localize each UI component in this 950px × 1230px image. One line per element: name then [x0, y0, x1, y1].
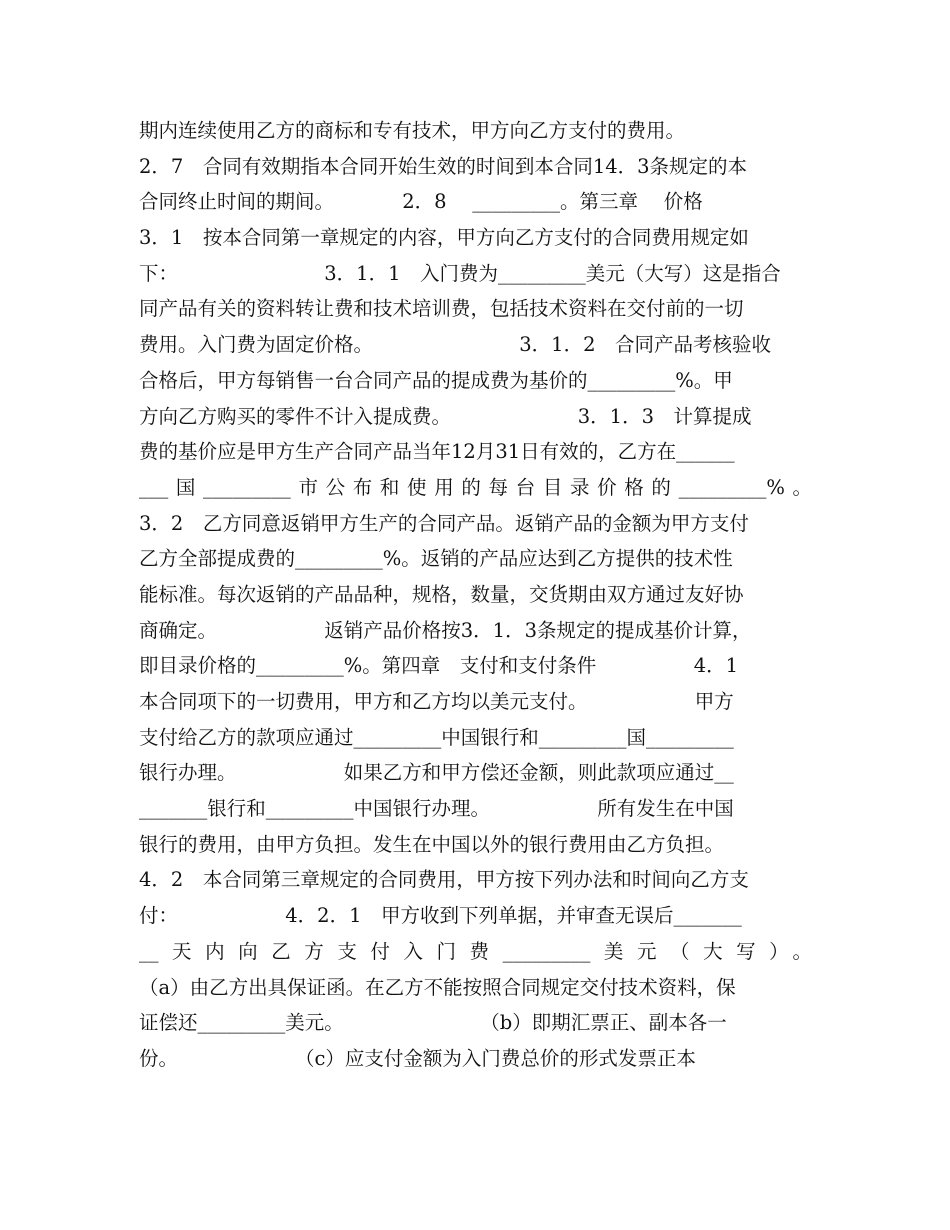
text-line: 合同终止时间的期间。 2．8 _________。第三章 价格: [139, 190, 703, 214]
text-line: 费用。入门费为固定价格。 3．1．2 合同产品考核验收: [139, 333, 771, 357]
text-line: __天内向乙方支付入门费_________美元（大写）。: [139, 939, 812, 963]
text-line: 下： 3．1．1 入门费为_________美元（大写）这是指合: [139, 261, 781, 285]
text-line: （a）由乙方出具保证函。在乙方不能按照合同规定交付技术资料，保: [139, 975, 736, 999]
text-line: 份。 （c）应支付金额为入门费总价的形式发票正本: [139, 1046, 696, 1070]
text-line: 商确定。 返销产品价格按3．1．3条规定的提成基价计算，: [139, 618, 752, 642]
contract-text: [139, 113, 812, 1077]
text-line: _______银行和_________中国银行办理。 所有发生在中国: [139, 797, 734, 821]
text-line: 本合同项下的一切费用，甲方和乙方均以美元支付。 甲方: [139, 690, 734, 713]
text-line: 费的基价应是甲方生产合同产品当年12月31日有效的，乙方在______: [139, 440, 735, 464]
text-line: 即目录价格的_________%。第四章 支付和支付条件 4．1: [139, 654, 739, 678]
text-line: 方向乙方购买的零件不计入提成费。 3．1．3 计算提成: [139, 404, 752, 428]
text-line: 3．1 按本合同第一章规定的内容，甲方向乙方支付的合同费用规定如: [139, 226, 749, 250]
text-line: 银行办理。 如果乙方和甲方偿还金额，则此款项应通过__: [139, 761, 734, 785]
text-line: 同产品有关的资料转让费和技术培训费，包括技术资料在交付前的一切: [139, 297, 744, 321]
text-line: 支付给乙方的款项应通过_________中国银行和_________国_________: [139, 725, 734, 749]
text-line: 付： 4．2．1 甲方收到下列单据，并审查无误后_______: [139, 904, 742, 928]
text-line: 3．2 乙方同意返销甲方生产的合同产品。返销产品的金额为甲方支付: [139, 511, 749, 535]
text-line: 4．2 本合同第三章规定的合同费用，甲方按下列办法和时间向乙方支: [139, 868, 749, 892]
text-line: 能标准。每次返销的产品品种，规格，数量，交货期由双方通过友好协: [139, 582, 744, 606]
text-line: 乙方全部提成费的_________%。返销的产品应达到乙方提供的技术性: [139, 547, 733, 571]
text-line: ___国_________市公布和使用的每台目录价格的_________%。: [139, 475, 812, 499]
text-line: 2．7 合同有效期指本合同开始生效的时间到本合同14．3条规定的本: [139, 154, 748, 178]
text-line: 证偿还_________美元。 （b）即期汇票正、副本各一: [139, 1011, 727, 1035]
text-line: 期内连续使用乙方的商标和专有技术，甲方向乙方支付的费用。: [139, 119, 686, 142]
text-line: 合格后，甲方每销售一台合同产品的提成费为基价的_________%。甲: [139, 368, 733, 392]
text-line: 银行的费用，由甲方负担。发生在中国以外的银行费用由乙方负担。: [139, 832, 725, 856]
